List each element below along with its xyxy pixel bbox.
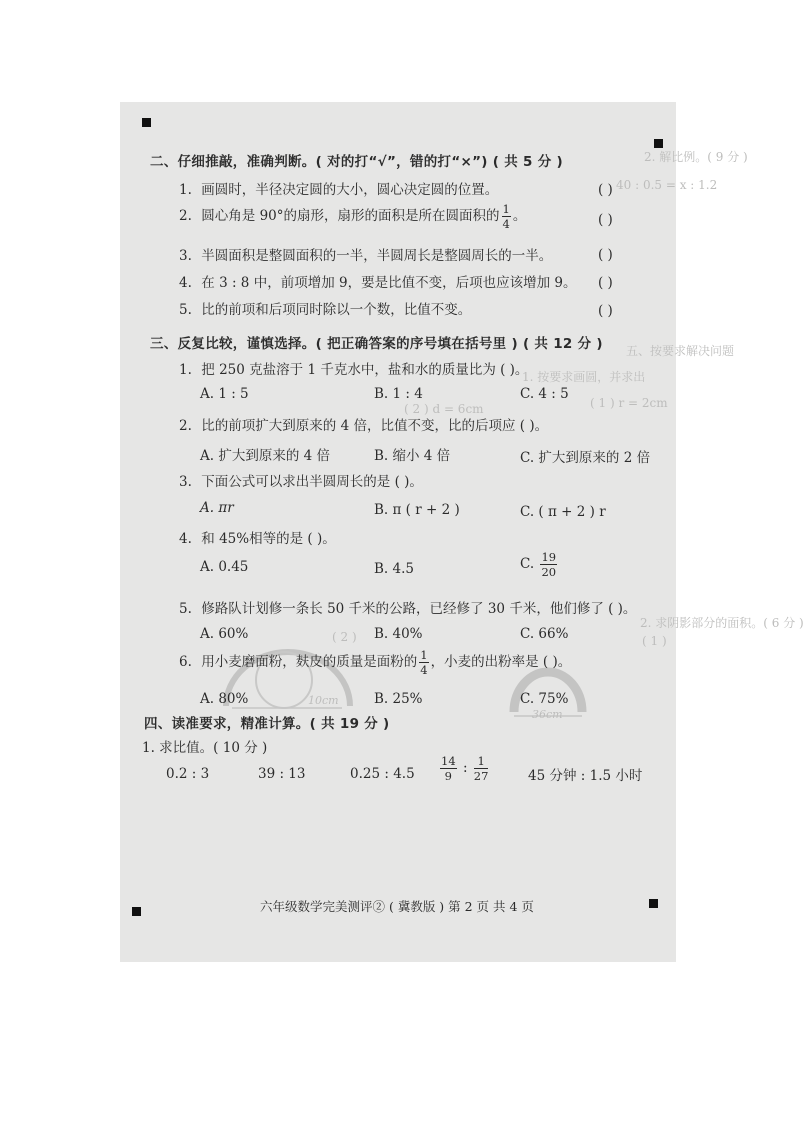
option-c[interactable]: [520, 550, 559, 579]
option-a[interactable]: A. πr: [200, 500, 234, 516]
question-text: 和 45%相等的是 ( )。: [201, 531, 336, 547]
option-a[interactable]: A. 60%: [200, 626, 249, 642]
bleed-text: 1. 按要求画圆，并求出: [522, 370, 646, 384]
item-number: 2.: [179, 418, 192, 434]
option-b[interactable]: B. 40%: [374, 626, 423, 642]
fraction: [474, 754, 489, 783]
option-c[interactable]: C. ( π + 2 ) r: [520, 504, 606, 520]
fraction: [419, 648, 428, 677]
ratio-problem-5[interactable]: 45 分钟 : 1.5 小时: [528, 768, 643, 784]
item-text: 在 3 : 8 中，前项增加 9，要是比值不变，后项也应该增加 9。: [201, 275, 577, 291]
choice-question-3: [179, 470, 423, 490]
item-number: 4.: [179, 275, 192, 291]
ratio-problem-2[interactable]: 39 : 13: [258, 766, 306, 782]
answer-blank[interactable]: ( ): [598, 182, 613, 198]
option-b[interactable]: B. π ( r + 2 ): [374, 502, 460, 518]
option-a[interactable]: A. 1 : 5: [200, 386, 249, 402]
option-c[interactable]: C. 扩大到原来的 2 倍: [520, 450, 651, 466]
option-a[interactable]: A. 扩大到原来的 4 倍: [200, 448, 331, 464]
item-number: 4.: [179, 531, 192, 547]
fraction-denominator: 9: [444, 769, 452, 783]
subsection-ratio-title: 1. 求比值。( 10 分 ): [142, 740, 268, 756]
item-number: 2.: [179, 208, 192, 224]
question-text: 用小麦磨面粉，麸皮的质量是面粉的: [201, 654, 418, 670]
bleed-text: 五、按要求解决问题: [626, 344, 735, 358]
option-b[interactable]: B. 1 : 4: [374, 386, 423, 402]
question-text: 修路队计划修一条长 50 千米的公路，已经修了 30 千米，他们修了 ( )。: [201, 601, 637, 617]
fraction: [440, 754, 457, 783]
option-b[interactable]: B. 缩小 4 倍: [374, 448, 451, 464]
fraction-numerator: 19: [541, 550, 557, 564]
judge-item-1: [179, 178, 498, 198]
item-number: 1.: [179, 182, 192, 198]
item-text: 半圆面积是整圆面积的一半，半圆周长是整圆周长的一半。: [201, 248, 553, 264]
judge-item-5: [179, 298, 471, 318]
option-b[interactable]: B. 4.5: [374, 561, 414, 577]
item-number: 5.: [179, 302, 192, 318]
bleed-text: 2. 解比例。( 9 分 ): [644, 150, 748, 164]
option-c[interactable]: C. 75%: [520, 691, 569, 707]
item-number: 3.: [179, 474, 192, 490]
option-c[interactable]: C. 4 : 5: [520, 386, 569, 402]
section-4-title: 四、读准要求，精准计算。( 共 19 分 ): [144, 716, 390, 732]
choice-question-5: [179, 597, 636, 617]
fraction-numerator: 14: [441, 754, 456, 768]
ratio-problem-1[interactable]: 0.2 : 3: [166, 766, 210, 782]
item-number: 5.: [179, 601, 192, 617]
bleed-text: ( 1 ): [642, 634, 667, 648]
judge-item-3: [179, 244, 552, 264]
answer-blank[interactable]: ( ): [598, 303, 613, 319]
judge-item-2: [179, 202, 526, 231]
answer-blank[interactable]: ( ): [598, 212, 613, 228]
fraction-denominator: 27: [473, 769, 489, 783]
choice-question-4: [179, 527, 336, 547]
section-3-title: 三、反复比较，谨慎选择。( 把正确答案的序号填在括号里 ) ( 共 12 分 ): [150, 336, 603, 352]
fraction: [502, 202, 511, 231]
option-label: C.: [520, 556, 535, 572]
bleed-text: ( 1 ) r = 2cm: [590, 396, 668, 410]
choice-question-6: [179, 648, 571, 677]
fraction: [540, 550, 557, 579]
bleed-text: 2. 求阴影部分的面积。( 6 分 ): [640, 616, 804, 630]
choice-question-1: [179, 358, 528, 378]
item-text: 。: [512, 208, 527, 224]
option-b[interactable]: B. 25%: [374, 691, 423, 707]
question-text: 把 250 克盐溶于 1 千克水中，盐和水的质量比为 ( )。: [201, 362, 529, 378]
bleed-text: 10cm: [308, 694, 339, 707]
option-c[interactable]: C. 66%: [520, 626, 569, 642]
fraction-denominator: 4: [502, 217, 510, 231]
page-footer: 六年级数学完美测评② ( 冀教版 ) 第 2 页 共 4 页: [260, 899, 534, 914]
question-text: ，小麦的出粉率是 ( )。: [430, 654, 572, 670]
fraction-numerator: 1: [502, 202, 510, 216]
judge-item-4: [179, 271, 576, 291]
item-text: 比的前项和后项同时除以一个数，比值不变。: [201, 302, 472, 318]
exam-page: [120, 102, 804, 962]
ratio-separator: :: [462, 760, 468, 776]
option-a[interactable]: A. 80%: [200, 691, 249, 707]
question-text: 下面公式可以求出半圆周长的是 ( )。: [201, 474, 423, 490]
registration-mark-top-right: [654, 139, 663, 148]
registration-mark-top-left: [142, 118, 151, 127]
fraction-denominator: 20: [541, 565, 557, 579]
item-number: 6.: [179, 654, 192, 670]
item-number: 3.: [179, 248, 192, 264]
fraction-numerator: 1: [420, 648, 428, 662]
item-text: 画圆时，半径决定圆的大小，圆心决定圆的位置。: [201, 182, 499, 198]
section-2-title: 二、仔细推敲，准确判断。( 对的打“√”，错的打“×”) ( 共 5 分 ): [150, 154, 563, 170]
bleed-text: 36cm: [532, 708, 563, 721]
item-text: 圆心角是 90°的扇形，扇形的面积是所在圆面积的: [201, 208, 500, 224]
question-text: 比的前项扩大到原来的 4 倍，比值不变，比的后项应 ( )。: [201, 418, 549, 434]
bleed-text: 40 : 0.5 = x : 1.2: [616, 178, 718, 192]
registration-mark-bottom-left: [132, 907, 141, 916]
answer-blank[interactable]: ( ): [598, 275, 613, 291]
bleed-text: ( 2 ): [332, 630, 357, 644]
ratio-problem-3[interactable]: 0.25 : 4.5: [350, 766, 415, 782]
choice-question-2: [179, 414, 548, 434]
option-a[interactable]: A. 0.45: [200, 559, 249, 575]
fraction-denominator: 4: [420, 663, 428, 677]
answer-blank[interactable]: ( ): [598, 247, 613, 263]
item-number: 1.: [179, 362, 192, 378]
registration-mark-bottom-right: [649, 899, 658, 908]
bleed-text: ( 2 ) d = 6cm: [404, 402, 484, 416]
ratio-problem-4[interactable]: [438, 754, 490, 783]
fraction-numerator: 1: [474, 754, 489, 769]
